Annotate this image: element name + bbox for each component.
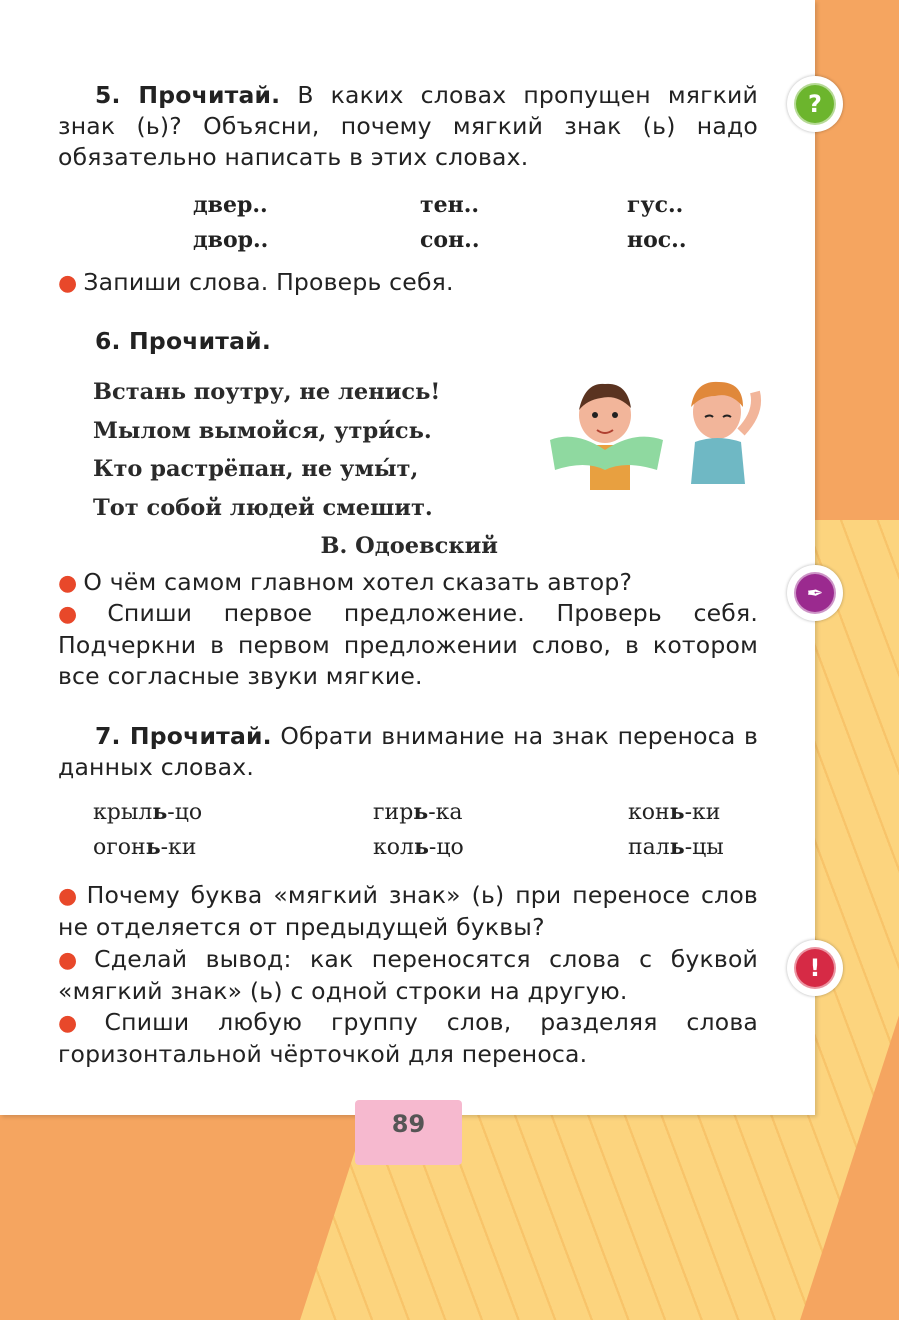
exercise-7-task-3 [58, 1007, 758, 1070]
exercise-6-title: 6. Прочитай. [95, 327, 271, 355]
word: паль-цы [628, 834, 724, 860]
word: сон.. [420, 227, 480, 253]
word: крыль-цо [93, 799, 203, 825]
poem-line: Тот собой людей смешит. [93, 494, 433, 521]
exercise-7-task-1 [58, 880, 758, 943]
poem-author: В. Одоевский [320, 533, 498, 559]
poem [93, 373, 498, 566]
poem-line: Мылом вымойся, утри́сь. [93, 417, 432, 444]
task-text: Спиши первое предложение. Проверь себя. Подчеркни в первом предложении слово, в котором все согласные звуки мягкие. [58, 599, 758, 690]
exercise-7-words [93, 795, 758, 865]
exercise-title: 7. Прочитай. [95, 722, 272, 750]
exercise-7-task-2 [58, 944, 758, 1007]
pen-feather-icon: ✒ [794, 572, 836, 614]
word: нос.. [627, 227, 687, 253]
exercise-5-task [58, 267, 758, 299]
bullet-icon: ● [58, 884, 81, 909]
word: конь-ки [628, 799, 721, 825]
task-text: Запиши слова. Проверь себя. [83, 268, 454, 296]
word: гус.. [627, 192, 684, 218]
exercise-6-task-1 [58, 567, 758, 599]
bullet-icon: ● [58, 271, 78, 296]
bullet-icon: ● [58, 1011, 99, 1036]
boy-with-towel-illustration [545, 370, 665, 495]
writing-badge [787, 565, 843, 621]
exercise-5-words [193, 188, 707, 258]
word: огонь-ки [93, 834, 197, 860]
bullet-icon: ● [58, 571, 78, 596]
word: двор.. [193, 227, 269, 253]
poem-line: Кто растрёпан, не умы́т, [93, 456, 419, 482]
task-text: Спиши любую группу слов, разделяя слова горизонтальной чёрточкой для переноса. [58, 1008, 758, 1068]
page-number: 89 [355, 1100, 462, 1165]
exercise-text: Обрати внимание на знак переноса в данных словах. [58, 722, 758, 781]
exclamation-icon: ! [794, 947, 836, 989]
task-text: Сделай вывод: как переносятся слова с буквой «мягкий знак» (ь) с одной строки на другую. [58, 945, 758, 1005]
word: гирь-ка [373, 799, 463, 825]
task-text: Почему буква «мягкий знак» (ь) при переносе слов не отделяется от предыдущей буквы? [58, 881, 758, 941]
exercise-5-intro [58, 80, 758, 173]
exercise-text: В каких словах пропущен мягкий знак (ь)? Объясни, почему мягкий знак (ь) надо обязательно написать в этих словах. [58, 81, 758, 171]
exercise-title: 5. Прочитай. [95, 81, 281, 109]
word: коль-цо [373, 834, 464, 860]
attention-badge [787, 940, 843, 996]
exercise-6-task-2 [58, 598, 758, 692]
bullet-icon: ● [58, 948, 89, 973]
bullet-icon: ● [58, 602, 102, 627]
word: тен.. [420, 192, 480, 218]
word: двер.. [193, 192, 268, 218]
task-text: О чём самом главном хотел сказать автор? [83, 568, 633, 596]
question-cloud-icon: ? [794, 83, 836, 125]
boy-washing-illustration [665, 372, 785, 487]
exercise-7-intro [58, 721, 758, 783]
poem-line: Встань поутру, не ленись! [93, 379, 441, 405]
question-badge [787, 76, 843, 132]
